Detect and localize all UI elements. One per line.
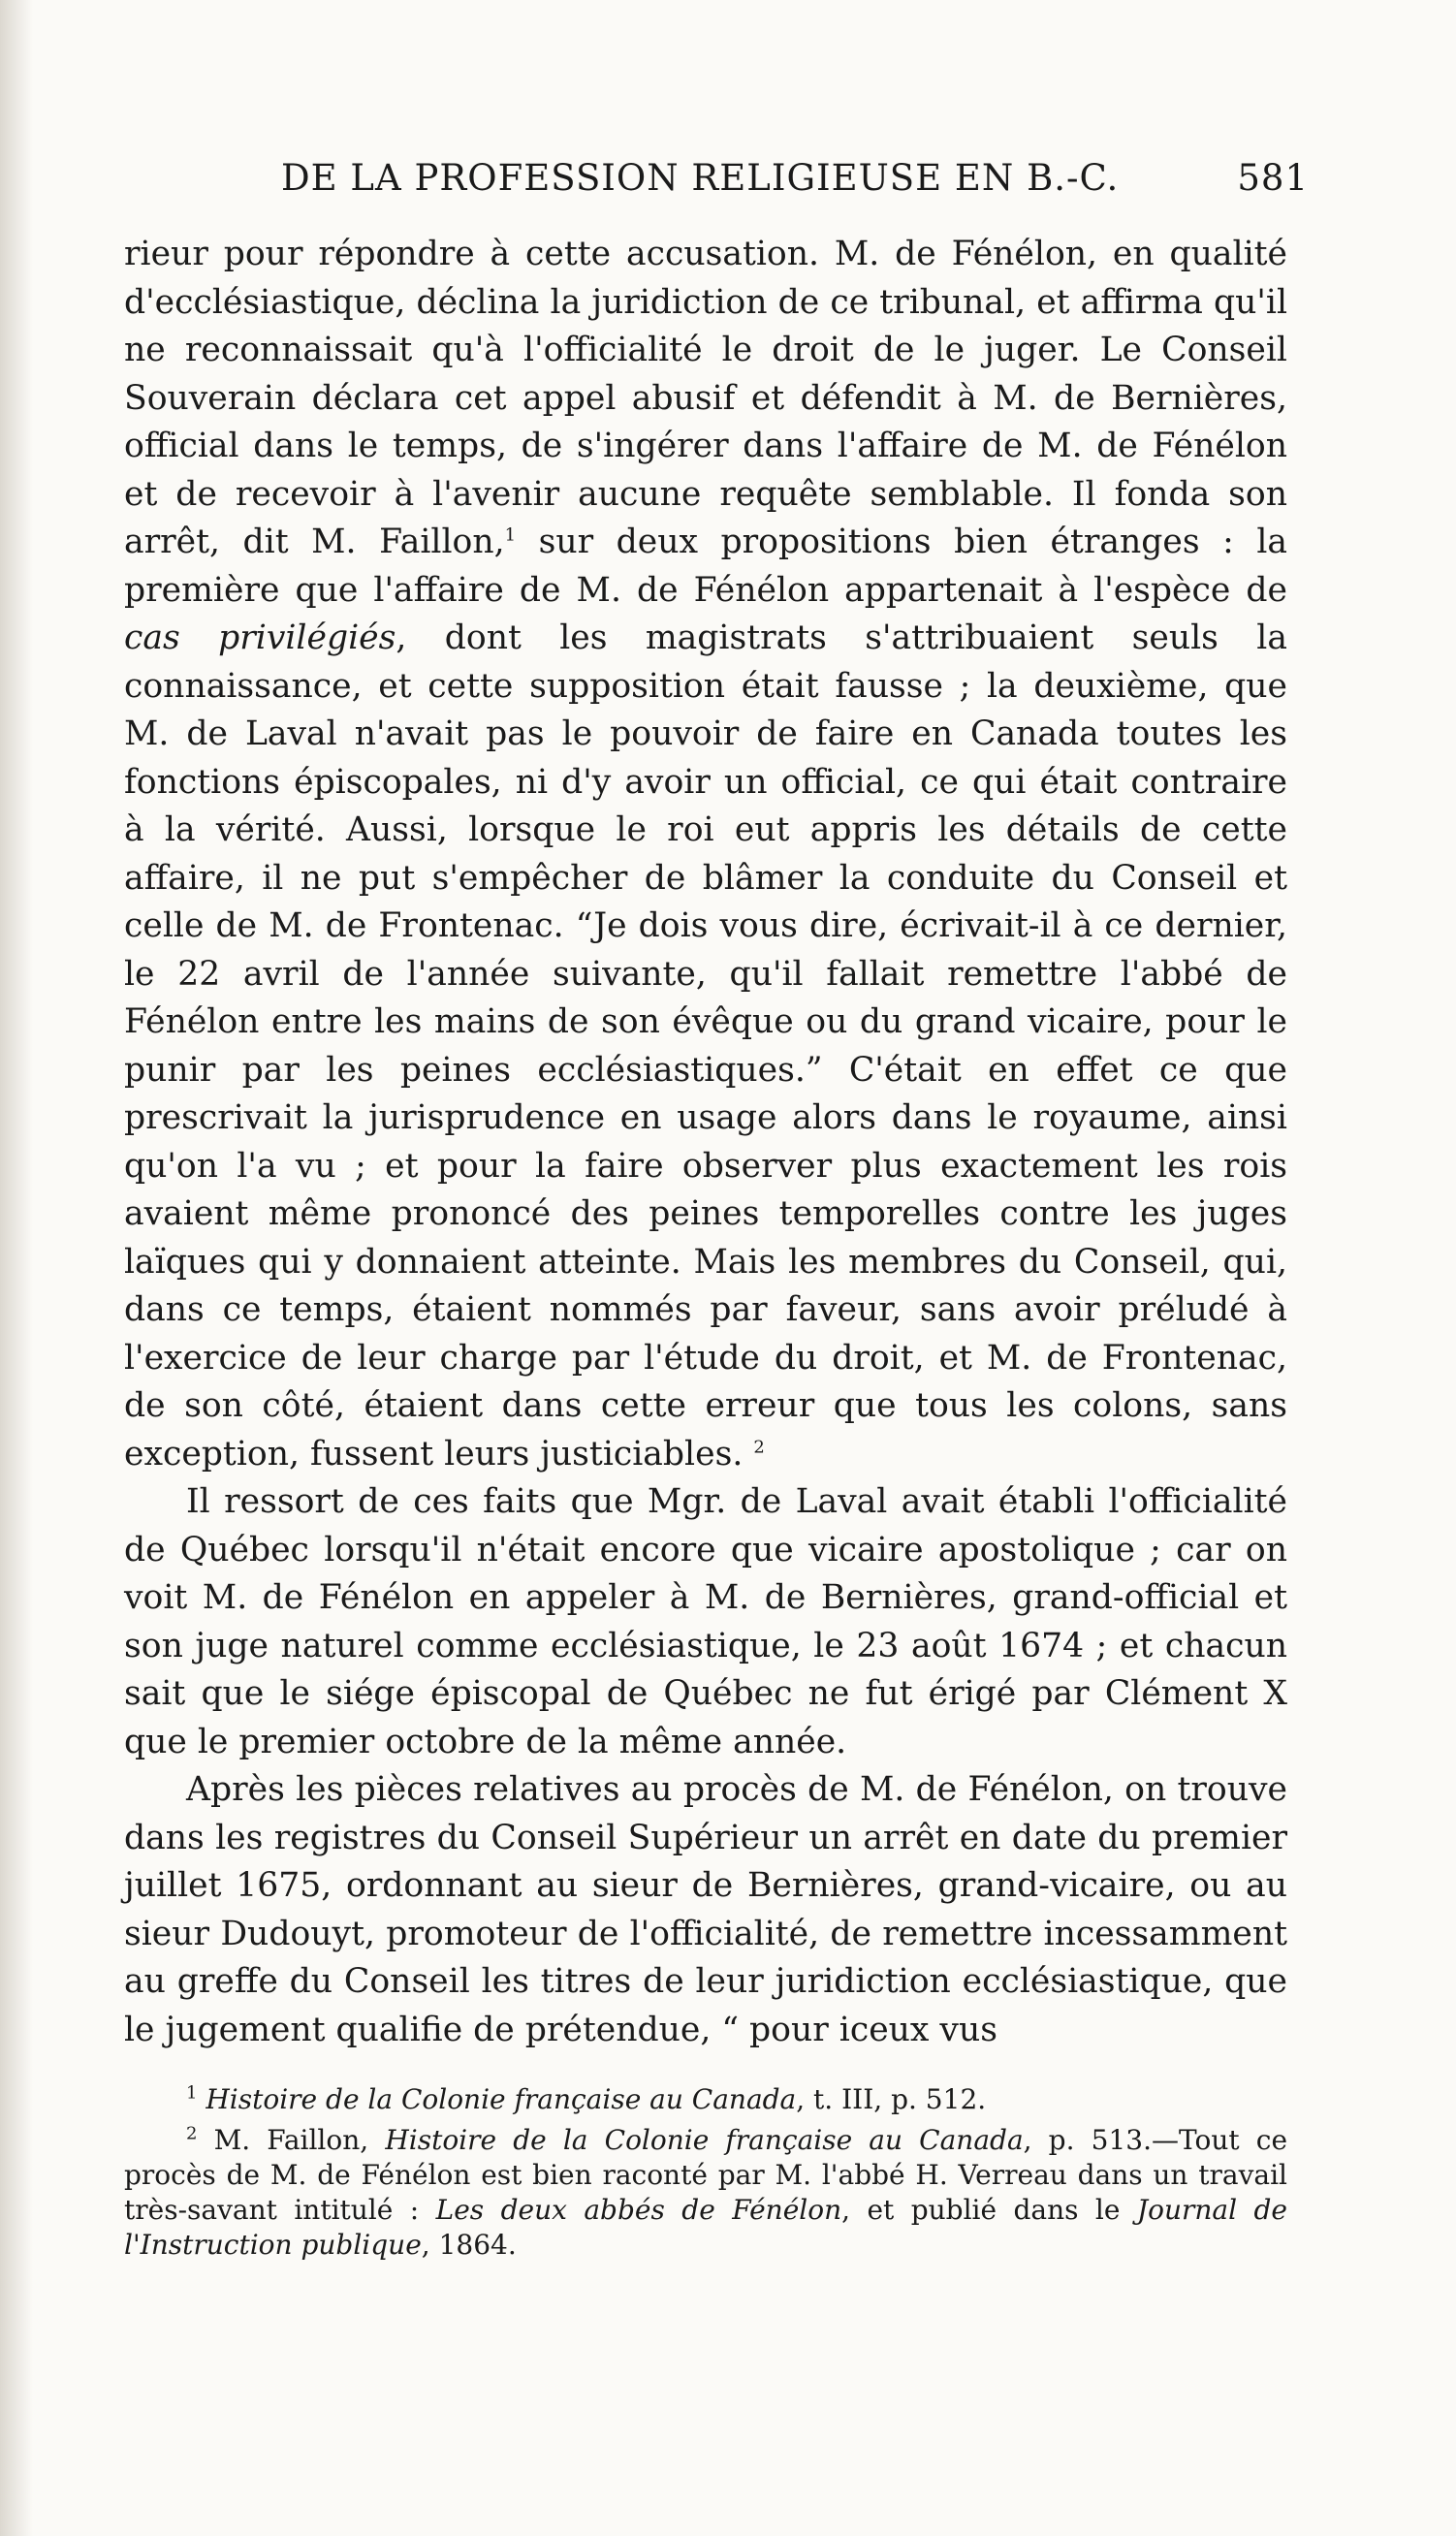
footnotes [124, 2082, 1287, 2268]
footnote-ref-1: 1 [504, 524, 517, 546]
footnote-2-work: Les deux abbés de Fénélon [435, 2194, 842, 2226]
footnote-1-mark: 1 [186, 2082, 198, 2104]
footnote-2-text-d: , 1864. [421, 2229, 517, 2261]
footnote-2-mark: 2 [186, 2123, 198, 2144]
paragraph-2: Il ressort de ces faits que Mgr. de Laval avait établi l'officialité de Québec lorsqu'il n'était encore que vicaire apostolique ; car on voit M. de Fénélon en appeler à M. de Bernières, grand-official et son juge naturel comme ecclésiastique, le 23 août 1674 ; et chacun sait que le siége épiscopal de Québec ne fut érigé par Clément X que le premier octobre de la même année. [124, 1482, 1287, 1761]
footnote-2-text-b: , p. 513.—Tout ce procès de M. de Fénélon est bien raconté par M. l'abbé H. Verreau dans un travail très-savant intitulé : [124, 2124, 1288, 2226]
footnote-2-text-c: , et publié dans le [841, 2194, 1137, 2226]
body-text [124, 231, 1287, 2054]
footnote-1-rest: , t. III, p. 512. [796, 2083, 987, 2115]
footnote-1 [124, 2082, 1287, 2117]
page-gutter-shadow [0, 0, 33, 2536]
footnote-1-title: Histoire de la Colonie française au Canada [206, 2083, 797, 2115]
paragraph-3: Après les pièces relatives au procès de M. de Fénélon, on trouve dans les registres du Conseil Supérieur un arrêt en date du premier juillet 1675, ordonnant au sieur de Bernières, grand-vicaire, ou au sieur Dudouyt, promoteur de l'officialité, de remettre incessamment au greffe du Conseil les titres de leur juridiction ecclésiastique, que le jugement qualifie de prétendue, “ pour iceux vus [124, 1770, 1287, 2049]
footnote-2-title: Histoire de la Colonie française au Canada [385, 2124, 1024, 2156]
paragraph-1-text-b: sur deux propositions bien étranges : la première que l'affaire de M. de Fénélon appartenait à l'espèce de [124, 523, 1287, 610]
paragraph-1 [124, 231, 1287, 1478]
footnote-2 [124, 2123, 1287, 2263]
footnote-2-journal: Journal de l'Instruction publique [124, 2194, 1287, 2261]
page-number: 581 [1237, 157, 1309, 199]
running-title: DE LA PROFESSION RELIGIEUSE EN B.-C. [281, 157, 1120, 199]
italic-term: cas privilégiés [124, 618, 396, 657]
paragraph-1-text-c: , dont les magistrats s'attribuaient seuls la connaissance, et cette supposition était fausse ; la deuxième, que M. de Laval n'avait pas le pouvoir de faire en Canada toutes les fonctions épiscopales, ni d'y avoir un official, ce qui était contraire à la vérité. Aussi, lorsque le roi eut appris les détails de cette affaire, il ne put s'empêcher de blâmer la conduite du Conseil et celle de M. de Frontenac. “Je dois vous dire, écrivait-il à ce dernier, le 22 avril de l'année suivante, qu'il fallait remettre l'abbé de Fénélon entre les mains de son évêque ou du grand vicaire, pour le punir par les peines ecclésiastiques.” C'était en effet ce que prescrivait la jurisprudence en usage alors dans le royaume, ainsi qu'on l'a vu ; et pour la faire observer plus exactement les rois avaient même prononcé des peines temporelles contre les juges laïques qui y donnaient atteinte. Mais les membres du Conseil, qui, dans ce temps, étaient nommés par faveur, sans avoir préludé à l'exercice de leur charge par l'étude du droit, et M. de Frontenac, de son côté, étaient dans cette erreur que tous les colons, sans exception, fussent leurs justiciables. [124, 618, 1287, 1474]
paragraph-1-text-a: rieur pour répondre à cette accusation. M. de Fénélon, en qualité d'ecclésiastique, déclina la juridiction de ce tribunal, et affirma qu'il ne reconnaissait qu'à l'officialité le droit de le juger. Le Conseil Souverain déclara cet appel abusif et défendit à M. de Bernières, official dans le temps, de s'ingérer dans l'affaire de M. de Fénélon et de recevoir à l'avenir aucune requête semblable. Il fonda son arrêt, dit M. Faillon, [124, 235, 1287, 561]
footnote-2-text-a: M. Faillon, [213, 2124, 386, 2156]
footnote-ref-2: 2 [753, 1436, 765, 1457]
